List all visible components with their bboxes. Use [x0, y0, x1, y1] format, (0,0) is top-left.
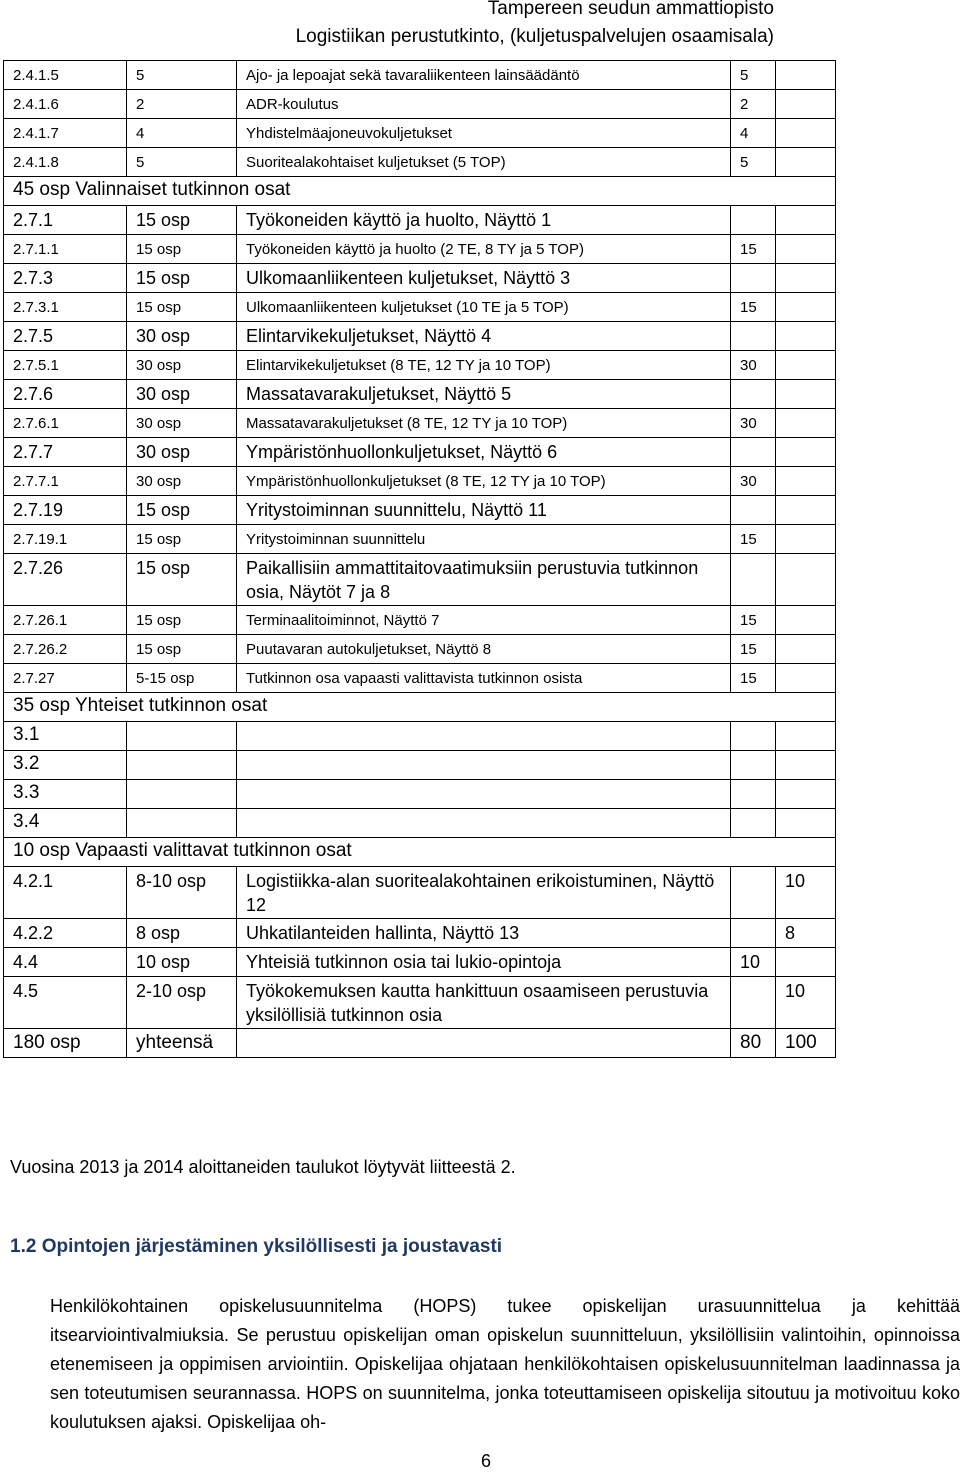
credits-cell: 10 osp: [127, 948, 237, 977]
points-cell: 10: [731, 948, 776, 977]
points-cell: 15: [731, 235, 776, 264]
extra-cell: [776, 61, 836, 90]
code-cell: 2.7.26: [4, 554, 127, 606]
page-number-text: 6: [480, 1451, 491, 1471]
extra-cell: [776, 90, 836, 119]
code-cell: 180 osp: [4, 1029, 127, 1058]
code-cell: 2.7.5: [4, 322, 127, 351]
code-cell: 2.7.1.1: [4, 235, 127, 264]
points-cell: [731, 809, 776, 838]
table-row: [4, 322, 836, 351]
points-cell: 5: [731, 61, 776, 90]
extra-cell: [776, 264, 836, 293]
code-cell: 3.2: [4, 751, 127, 780]
appendix-note: Vuosina 2013 ja 2014 aloittaneiden taulukot löytyvät liitteestä 2.: [10, 1157, 516, 1177]
points-cell: [731, 496, 776, 525]
code-cell: 2.7.6.1: [4, 409, 127, 438]
section-title: Opintojen järjestäminen yksilöllisesti ja joustavasti: [41, 1236, 503, 1257]
code-cell: 2.7.1: [4, 206, 127, 235]
extra-cell: [776, 948, 836, 977]
code-cell: 2.4.1.6: [4, 90, 127, 119]
title-cell: Yritystoiminnan suunnittelu, Näyttö 11: [237, 496, 731, 525]
code-cell: 2.7.26.1: [4, 606, 127, 635]
code-cell: 2.4.1.7: [4, 119, 127, 148]
extra-cell: [776, 606, 836, 635]
credits-cell: 15 osp: [127, 606, 237, 635]
extra-cell: [776, 496, 836, 525]
section-row-label: 35 osp Yhteiset tutkinnon osat: [4, 693, 836, 722]
title-cell: Terminaalitoiminnot, Näyttö 7: [237, 606, 731, 635]
title-cell: [237, 751, 731, 780]
credits-cell: 30 osp: [127, 438, 237, 467]
table-row: [4, 948, 836, 977]
table-row: [4, 61, 836, 90]
extra-cell: [776, 438, 836, 467]
points-cell: [731, 919, 776, 948]
table-row: [4, 1029, 836, 1058]
table-row: [4, 635, 836, 664]
extra-cell: [776, 635, 836, 664]
credits-cell: 8-10 osp: [127, 867, 237, 919]
credits-cell: 15 osp: [127, 264, 237, 293]
extra-cell: 10: [776, 977, 836, 1029]
title-cell: Yritystoiminnan suunnittelu: [237, 525, 731, 554]
title-cell: [237, 1029, 731, 1058]
title-cell: Elintarvikekuljetukset (8 TE, 12 TY ja 10 TOP): [237, 351, 731, 380]
credits-cell: [127, 722, 237, 751]
code-cell: 4.5: [4, 977, 127, 1029]
points-cell: [731, 438, 776, 467]
points-cell: 2: [731, 90, 776, 119]
curriculum-table-body: [4, 61, 836, 1058]
extra-cell: [776, 351, 836, 380]
section-heading: [10, 1236, 502, 1258]
code-cell: 2.7.7: [4, 438, 127, 467]
credits-cell: 2: [127, 90, 237, 119]
title-cell: Paikallisiin ammattitaitovaatimuksiin perustuvia tutkinnon osia, Näytöt 7 ja 8: [237, 554, 731, 606]
extra-cell: 100: [776, 1029, 836, 1058]
credits-cell: 15 osp: [127, 635, 237, 664]
code-cell: 2.7.26.2: [4, 635, 127, 664]
extra-cell: [776, 380, 836, 409]
title-cell: Työkoneiden käyttö ja huolto (2 TE, 8 TY ja 5 TOP): [237, 235, 731, 264]
table-row: [4, 867, 836, 919]
table-row: [4, 438, 836, 467]
table-row: [4, 351, 836, 380]
credits-cell: 5: [127, 61, 237, 90]
credits-cell: yhteensä: [127, 1029, 237, 1058]
extra-cell: [776, 780, 836, 809]
credits-cell: 15 osp: [127, 235, 237, 264]
title-cell: Tutkinnon osa vapaasti valittavista tutkinnon osista: [237, 664, 731, 693]
code-cell: 4.2.2: [4, 919, 127, 948]
extra-cell: 10: [776, 867, 836, 919]
credits-cell: 15 osp: [127, 525, 237, 554]
extra-cell: [776, 322, 836, 351]
credits-cell: 30 osp: [127, 409, 237, 438]
table-row: [4, 809, 836, 838]
table-row: [4, 496, 836, 525]
header-school: Tampereen seudun ammattiopisto: [487, 0, 774, 19]
curriculum-table: [3, 60, 836, 1058]
title-cell: Logistiikka-alan suoritealakohtainen erikoistuminen, Näyttö 12: [237, 867, 731, 919]
extra-cell: [776, 409, 836, 438]
points-cell: [731, 264, 776, 293]
title-cell: Ulkomaanliikenteen kuljetukset, Näyttö 3: [237, 264, 731, 293]
table-row: [4, 977, 836, 1029]
points-cell: [731, 206, 776, 235]
points-cell: 30: [731, 409, 776, 438]
table-row: [4, 90, 836, 119]
points-cell: [731, 322, 776, 351]
points-cell: 30: [731, 467, 776, 496]
credits-cell: 8 osp: [127, 919, 237, 948]
header-degree: Logistiikan perustutkinto, (kuljetuspalvelujen osaamisala): [295, 26, 774, 47]
title-cell: Massatavarakuljetukset (8 TE, 12 TY ja 10 TOP): [237, 409, 731, 438]
title-cell: Puutavaran autokuljetukset, Näyttö 8: [237, 635, 731, 664]
table-row: [4, 606, 836, 635]
points-cell: 30: [731, 351, 776, 380]
code-cell: 4.2.1: [4, 867, 127, 919]
code-cell: 4.4: [4, 948, 127, 977]
points-cell: [731, 722, 776, 751]
title-cell: Ympäristönhuollonkuljetukset, Näyttö 6: [237, 438, 731, 467]
credits-cell: [127, 751, 237, 780]
table-row: [4, 525, 836, 554]
credits-cell: 4: [127, 119, 237, 148]
extra-cell: 8: [776, 919, 836, 948]
table-row: [4, 780, 836, 809]
points-cell: [731, 554, 776, 606]
extra-cell: [776, 554, 836, 606]
extra-cell: [776, 751, 836, 780]
title-cell: Elintarvikekuljetukset, Näyttö 4: [237, 322, 731, 351]
table-row: [4, 380, 836, 409]
credits-cell: 15 osp: [127, 554, 237, 606]
points-cell: [731, 977, 776, 1029]
extra-cell: [776, 664, 836, 693]
table-row: [4, 693, 836, 722]
body-paragraph: Henkilökohtainen opiskelusuunnitelma (HOPS) tukee opiskelijan urasuunnittelua ja kehittää itsearviointivalmiuksia. Se perustuu opiskelijan oman opiskelun suunnitteluun, yksilöllisiin valintoihin, opinnoissa etenemiseen ja oppimisen arviointiin. Opiskelijaa ohjataan henkilökohtaisen opiskelusuunnitelman laadinnassa ja sen toteutumisen seurannassa. HOPS on suunnitelma, jonka toteuttamiseen opiskelija sitoutuu ja motivoituu koko koulutuksen ajaksi. Opiskelijaa oh-: [50, 1296, 960, 1432]
title-cell: Suoritealakohtaiset kuljetukset (5 TOP): [237, 148, 731, 177]
extra-cell: [776, 206, 836, 235]
code-cell: 3.3: [4, 780, 127, 809]
code-cell: 2.7.19: [4, 496, 127, 525]
credits-cell: 15 osp: [127, 293, 237, 322]
code-cell: 2.7.7.1: [4, 467, 127, 496]
extra-cell: [776, 119, 836, 148]
title-cell: Massatavarakuljetukset, Näyttö 5: [237, 380, 731, 409]
code-cell: 3.4: [4, 809, 127, 838]
code-cell: 2.7.3: [4, 264, 127, 293]
points-cell: 5: [731, 148, 776, 177]
points-cell: 15: [731, 606, 776, 635]
credits-cell: 15 osp: [127, 496, 237, 525]
title-cell: Työkokemuksen kautta hankittuun osaamiseen perustuvia yksilöllisiä tutkinnon osia: [237, 977, 731, 1029]
extra-cell: [776, 148, 836, 177]
table-row: [4, 919, 836, 948]
credits-cell: 30 osp: [127, 322, 237, 351]
title-cell: Ulkomaanliikenteen kuljetukset (10 TE ja 5 TOP): [237, 293, 731, 322]
table-row: [4, 206, 836, 235]
credits-cell: 5: [127, 148, 237, 177]
extra-cell: [776, 235, 836, 264]
extra-cell: [776, 525, 836, 554]
credits-cell: [127, 809, 237, 838]
points-cell: 15: [731, 664, 776, 693]
table-row: [4, 467, 836, 496]
table-row: [4, 177, 836, 206]
points-cell: 15: [731, 525, 776, 554]
points-cell: 4: [731, 119, 776, 148]
code-cell: 2.7.5.1: [4, 351, 127, 380]
extra-cell: [776, 809, 836, 838]
code-cell: 2.4.1.5: [4, 61, 127, 90]
table-row: [4, 409, 836, 438]
title-cell: [237, 809, 731, 838]
points-cell: [731, 751, 776, 780]
points-cell: 15: [731, 293, 776, 322]
table-row: [4, 235, 836, 264]
points-cell: [731, 780, 776, 809]
code-cell: 3.1: [4, 722, 127, 751]
credits-cell: 30 osp: [127, 351, 237, 380]
code-cell: 2.7.19.1: [4, 525, 127, 554]
table-row: [4, 722, 836, 751]
extra-cell: [776, 293, 836, 322]
extra-cell: [776, 467, 836, 496]
table-row: [4, 293, 836, 322]
code-cell: 2.7.6: [4, 380, 127, 409]
code-cell: 2.7.27: [4, 664, 127, 693]
extra-cell: [776, 722, 836, 751]
title-cell: Yhteisiä tutkinnon osia tai lukio-opintoja: [237, 948, 731, 977]
title-cell: ADR-koulutus: [237, 90, 731, 119]
credits-cell: 2-10 osp: [127, 977, 237, 1029]
section-number: 1.2: [10, 1236, 37, 1257]
credits-cell: [127, 780, 237, 809]
table-row: [4, 119, 836, 148]
table-row: [4, 838, 836, 867]
code-cell: 2.4.1.8: [4, 148, 127, 177]
credits-cell: 15 osp: [127, 206, 237, 235]
table-row: [4, 148, 836, 177]
table-row: [4, 264, 836, 293]
section-row-label: 10 osp Vapaasti valittavat tutkinnon osat: [4, 838, 836, 867]
points-cell: [731, 380, 776, 409]
title-cell: Ympäristönhuollonkuljetukset (8 TE, 12 TY ja 10 TOP): [237, 467, 731, 496]
title-cell: Ajo- ja lepoajat sekä tavaraliikenteen lainsäädäntö: [237, 61, 731, 90]
credits-cell: 5-15 osp: [127, 664, 237, 693]
credits-cell: 30 osp: [127, 467, 237, 496]
credits-cell: 30 osp: [127, 380, 237, 409]
section-row-label: 45 osp Valinnaiset tutkinnon osat: [4, 177, 836, 206]
title-cell: [237, 780, 731, 809]
code-cell: 2.7.3.1: [4, 293, 127, 322]
points-cell: [731, 867, 776, 919]
title-cell: [237, 722, 731, 751]
title-cell: Työkoneiden käyttö ja huolto, Näyttö 1: [237, 206, 731, 235]
table-row: [4, 664, 836, 693]
points-cell: 80: [731, 1029, 776, 1058]
page-number: [0, 1451, 960, 1472]
points-cell: 15: [731, 635, 776, 664]
title-cell: Uhkatilanteiden hallinta, Näyttö 13: [237, 919, 731, 948]
table-row: [4, 554, 836, 606]
table-row: [4, 751, 836, 780]
title-cell: Yhdistelmäajoneuvokuljetukset: [237, 119, 731, 148]
